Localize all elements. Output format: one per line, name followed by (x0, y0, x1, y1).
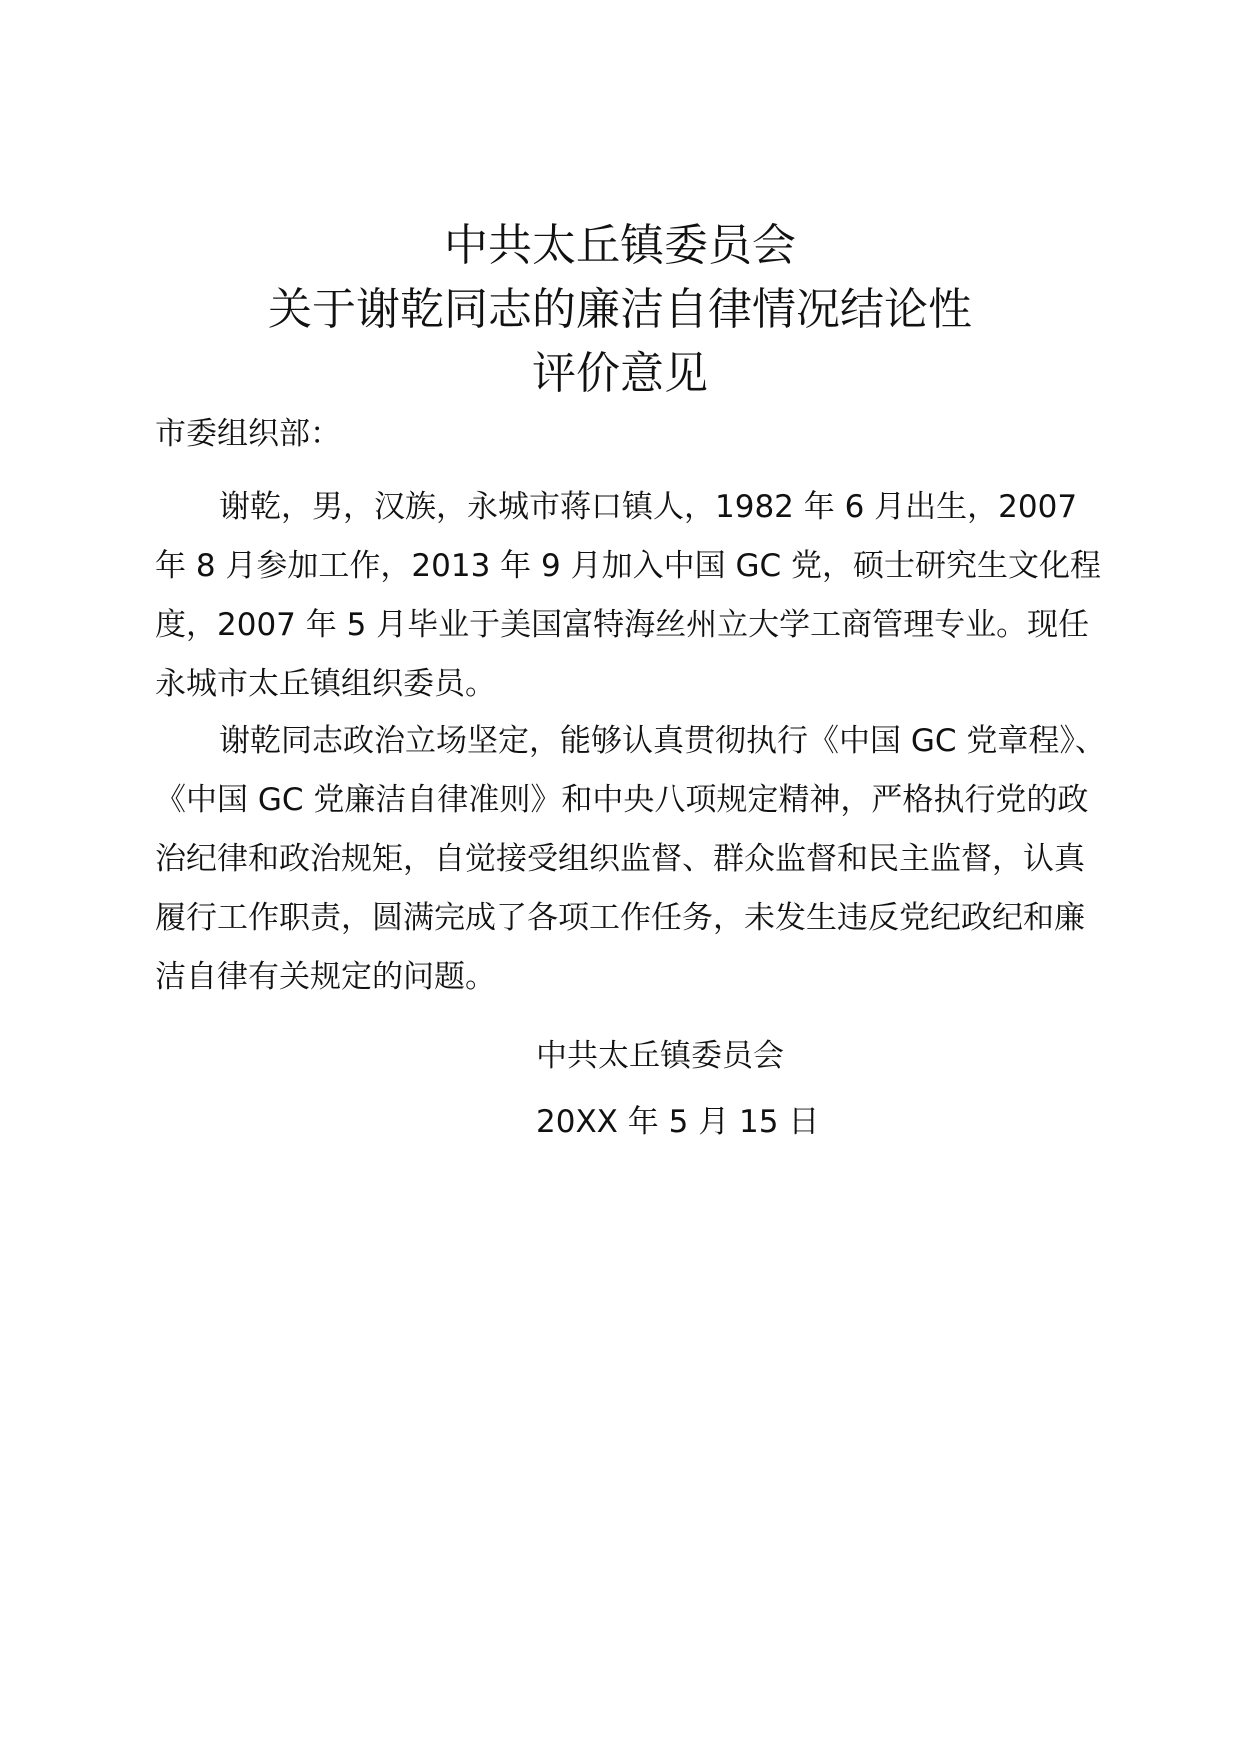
body-paragraph-1: 谢乾，男，汉族，永城市蒋口镇人，1982 年 6 月出生，2007 年 8 月参加工作，2013 年 9 月加入中国 GC 党，硕士研究生文化程度，2007 年 5 月毕业于美国富特海丝州立大学工商管理专业。现任永城市太丘镇组织委员。 (155, 489, 1101, 702)
signature-organization: 中共太丘镇委员会 (536, 1038, 784, 1074)
signature-date: 20XX 年 5 月 15 日 (536, 1104, 820, 1140)
document-title (0, 214, 1240, 406)
body-paragraph-2: 谢乾同志政治立场坚定，能够认真贯彻执行《中国 GC 党章程》、《中国 GC 党廉洁自律准则》和中央八项规定精神，严格执行党的政治纪律和政治规矩，自觉接受组织监督、群众监督和民主监督，认真履行工作职责，圆满完成了各项工作任务，未发生违反党纪政纪和廉洁自律有关规定的问题。 (155, 723, 1106, 995)
title-line-3: 评价意见 (532, 348, 708, 399)
title-line-1: 中共太丘镇委员会 (444, 220, 796, 271)
title-line-2: 关于谢乾同志的廉洁自律情况结论性 (268, 284, 972, 335)
salutation: 市委组织部： (155, 416, 341, 452)
